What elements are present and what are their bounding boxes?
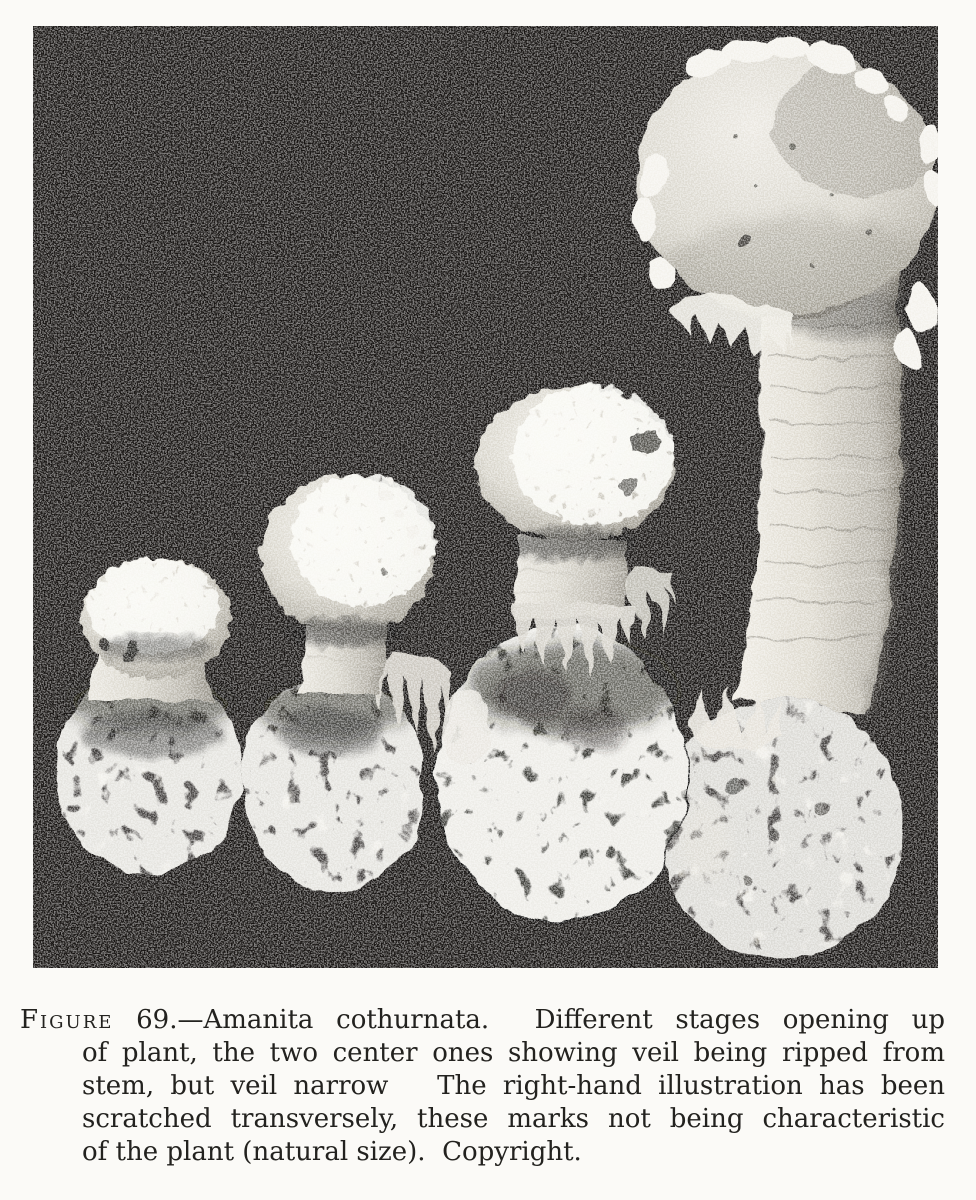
figure-label: Figure — [20, 1005, 114, 1035]
caption-line-5: of the plant (natural size). Copyright. — [82, 1137, 582, 1167]
film-grain — [33, 26, 938, 968]
mushroom-photo-art — [33, 26, 938, 968]
caption-line-1 — [20, 1004, 945, 1037]
figure-caption — [20, 1004, 945, 1169]
caption-line-2: of plant, the two center ones showing veil being ripped from — [82, 1038, 945, 1068]
caption-line-4: scratched transversely, these marks not being characteristic — [82, 1104, 945, 1134]
caption-line-3: stem, but veil narrow The right-hand illustration has been — [82, 1071, 945, 1101]
caption-line-1-text: 69.—Amanita cothurnata. Different stages opening up — [113, 1005, 945, 1035]
mushroom-photograph — [33, 26, 938, 968]
